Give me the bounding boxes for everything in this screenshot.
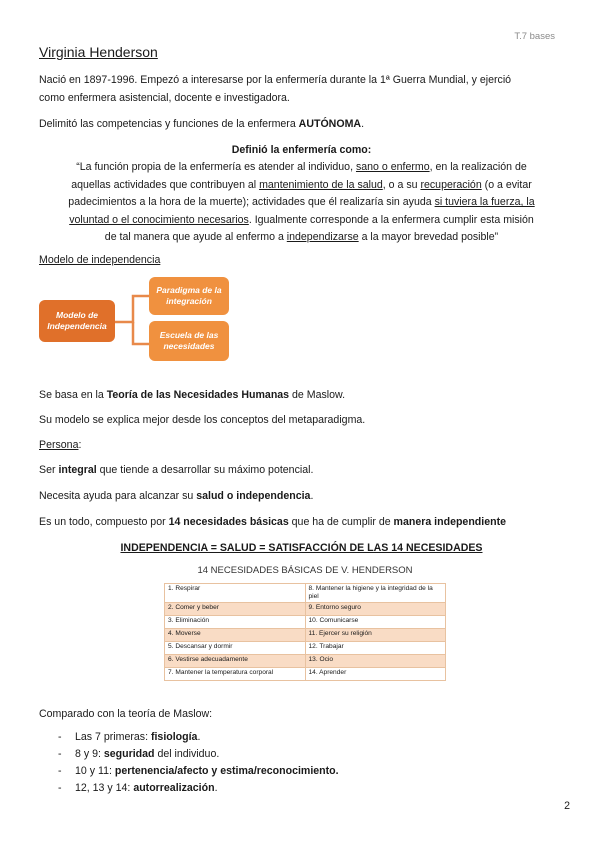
- persona-line-2: [39, 489, 313, 504]
- definition-heading: Definió la enfermería como:: [231, 144, 372, 156]
- model-heading: Modelo de independencia: [39, 254, 161, 266]
- def-l3a: padecimientos a la hora de la muerte); actividades que él realizaría sin ayuda: [68, 196, 435, 208]
- table-cell: 7. Mantener la temperatura corporal: [165, 668, 306, 681]
- persona-l2c: .: [310, 490, 314, 502]
- theory-c: de Maslow.: [289, 389, 346, 401]
- table-row: [165, 642, 446, 655]
- def-l1a: “La función propia de la enfermería es atender al individuo,: [76, 161, 356, 173]
- table-cell: 8. Mantener la higiene y la integridad de la piel: [305, 584, 446, 603]
- maslow-heading: Comparado con la teoría de Maslow:: [39, 708, 213, 720]
- def-l4u: voluntad o el conocimiento necesarios: [69, 214, 249, 226]
- definition-line-3: [38, 193, 565, 211]
- list-dash: -: [58, 782, 62, 794]
- definition-line-2: [38, 176, 565, 194]
- theory-line: [39, 388, 345, 403]
- def-l2b: , o a su: [382, 179, 421, 191]
- model-main-box: [39, 300, 115, 342]
- list-item-end: .: [214, 782, 218, 794]
- list-dash: -: [58, 765, 62, 777]
- persona-l2b: salud o independencia: [196, 490, 311, 502]
- persona-l3d: manera independiente: [393, 516, 506, 528]
- table-row: [165, 603, 446, 616]
- persona-l3c: que ha de cumplir de: [288, 516, 394, 528]
- list-dash: -: [58, 731, 62, 743]
- table-row: [165, 629, 446, 642]
- def-l5u: independizarse: [286, 231, 359, 243]
- table-cell: 2. Comer y beber: [165, 603, 306, 616]
- def-l5b: a la mayor brevedad posible”: [358, 231, 499, 243]
- table-row: [165, 655, 446, 668]
- def-l2a: aquellas actividades que contribuyen al: [71, 179, 260, 191]
- needs-table-title: 14 NECESIDADES BÁSICAS DE V. HENDERSON: [197, 565, 413, 576]
- list-item-text: 12, 13 y 14:: [75, 782, 134, 794]
- table-cell: 13. Ocio: [305, 655, 446, 668]
- list-item-bold: seguridad: [103, 748, 155, 760]
- table-cell: 6. Vestirse adecuadamente: [165, 655, 306, 668]
- connector-bottom: [133, 322, 150, 344]
- def-l2c: (o a evitar: [481, 179, 532, 191]
- model-main-label: Modelo de Independencia: [47, 310, 107, 331]
- def-l2u1: mantenimiento de la salud: [259, 179, 383, 191]
- table-row: [165, 584, 446, 603]
- table-cell: 11. Ejercer su religión: [305, 629, 446, 642]
- list-item-text: Las 7 primeras:: [75, 731, 151, 743]
- theory-a: Se basa en la: [39, 389, 107, 401]
- list-item-text: 10 y 11:: [75, 765, 115, 777]
- competencias-end: .: [361, 118, 365, 130]
- persona-l1b: integral: [58, 464, 97, 476]
- list-item: [75, 748, 219, 760]
- list-item: [75, 765, 339, 777]
- connector-top: [114, 296, 150, 322]
- def-l5a: de tal manera que ayude al enfermo a: [104, 231, 287, 243]
- persona-l1a: Ser: [39, 464, 59, 476]
- table-cell: 5. Descansar y dormir: [165, 642, 306, 655]
- table-cell: 3. Eliminación: [165, 616, 306, 629]
- list-item-bold: fisiología: [150, 731, 198, 743]
- list-item: [75, 731, 200, 743]
- def-l3u: si tuviera la fuerza, la: [434, 196, 535, 208]
- def-l2u2: recuperación: [420, 179, 482, 191]
- list-item-end: .: [197, 731, 201, 743]
- competencias-bold: AUTÓNOMA: [298, 118, 362, 130]
- definition-line-1: [38, 158, 565, 176]
- definition-line-5: [38, 228, 565, 246]
- page-title: Virginia Henderson: [39, 44, 158, 60]
- table-cell: 1. Respirar: [165, 584, 306, 603]
- list-item: [75, 782, 218, 794]
- list-item-bold: autorrealización: [133, 782, 215, 794]
- table-cell: 4. Moverse: [165, 629, 306, 642]
- list-dash: -: [58, 748, 62, 760]
- persona-colon: :: [78, 439, 82, 451]
- persona-line-1: [39, 463, 313, 478]
- list-item-bold: pertenencia/afecto y estima/reconocimiento.: [114, 765, 339, 777]
- persona-label: Persona: [39, 439, 79, 451]
- metaparadigma-line: Su modelo se explica mejor desde los conceptos del metaparadigma.: [39, 414, 366, 426]
- table-cell: 12. Trabajar: [305, 642, 446, 655]
- intro-line-1: Nació en 1897-1996. Empezó a interesarse por la enfermería durante la 1ª Guerra Mundial, y ejerció: [39, 74, 512, 86]
- intro-line-2: como enfermera asistencial, docente e investigadora.: [39, 92, 290, 104]
- def-l1b: , en la realización de: [429, 161, 527, 173]
- page-number: 2: [564, 800, 570, 812]
- independence-equation: INDEPENDENCIA = SALUD = SATISFACCIÓN DE LAS 14 NECESIDADES: [120, 542, 483, 554]
- table-cell: 14. Aprender: [305, 668, 446, 681]
- persona-line-3: [39, 515, 506, 530]
- model-branch-top: [149, 277, 229, 315]
- needs-table: [164, 583, 446, 681]
- competencias-line: [39, 117, 364, 132]
- table-row: [165, 616, 446, 629]
- competencias-text: Delimitó las competencias y funciones de la enfermera: [39, 118, 299, 130]
- persona-l2a: Necesita ayuda para alcanzar su: [39, 490, 197, 502]
- table-row: [165, 668, 446, 681]
- model-branch-bottom: [149, 321, 229, 361]
- table-cell: 10. Comunicarse: [305, 616, 446, 629]
- theory-b: Teoría de las Necesidades Humanas: [106, 389, 290, 401]
- document-tag: T.7 bases: [514, 31, 555, 42]
- persona-l3b: 14 necesidades básicas: [168, 516, 289, 528]
- table-cell: 9. Entorno seguro: [305, 603, 446, 616]
- list-item-text: 8 y 9:: [75, 748, 104, 760]
- persona-heading: [39, 438, 81, 453]
- persona-l3a: Es un todo, compuesto por: [39, 516, 169, 528]
- definition-line-4: [38, 211, 565, 229]
- persona-l1c: que tiende a desarrollar su máximo potencial.: [96, 464, 314, 476]
- model-branch-bottom-label: Escuela de las necesidades: [159, 330, 219, 351]
- list-item-end: del individuo.: [154, 748, 220, 760]
- model-branch-top-label: Paradigma de la integración: [156, 285, 222, 306]
- def-l1u: sano o enfermo: [355, 161, 430, 173]
- def-l4a: . Igualmente corresponde a la enfermera cumplir esta misión: [248, 214, 534, 226]
